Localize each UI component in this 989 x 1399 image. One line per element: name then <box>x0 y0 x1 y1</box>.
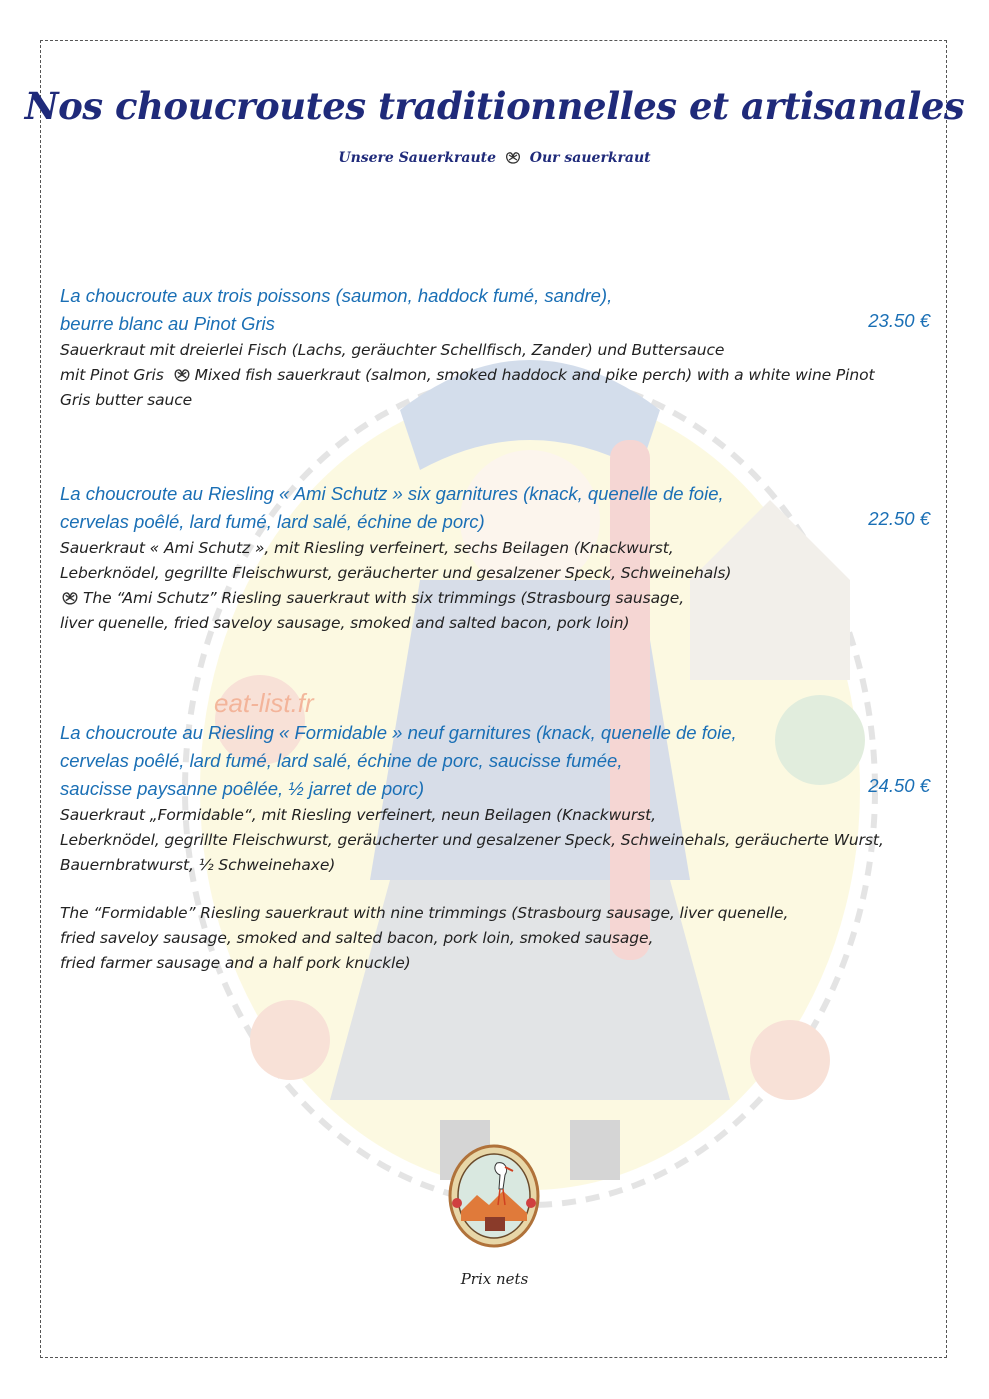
desc-line: liver quenelle, fried saveloy sausage, smoked and salted bacon, pork loin) <box>60 614 630 632</box>
desc-line: fried saveloy sausage, smoked and salted bacon, pork loin, smoked sausage, <box>60 929 654 947</box>
footer-note: Prix nets <box>460 1270 529 1288</box>
desc-line <box>60 363 930 388</box>
desc-line: Sauerkraut « Ami Schutz », mit Riesling verfeinert, sechs Beilagen (Knackwurst, <box>60 539 674 557</box>
desc-line: Leberknödel, gegrillte Fleischwurst, geräucherter und gesalzener Speck, Schweinehals, geräucherte Wurst, <box>60 831 884 849</box>
menu-item-formidable <box>60 719 930 976</box>
desc-line: Sauerkraut „Formidable“, mit Riesling verfeinert, neun Beilagen (Knackwurst, <box>60 806 656 824</box>
watermark: eat-list.fr <box>214 688 314 718</box>
desc-line: Leberknödel, gegrillte Fleischwurst, geräucherter und gesalzener Speck, Schweinehals) <box>60 564 732 582</box>
item-price: 23.50 € <box>868 310 930 331</box>
menu-item-ami-schutz <box>60 480 930 636</box>
desc-text: The “Ami Schutz” Riesling sauerkraut with six trimmings (Strasbourg sausage, <box>83 589 685 607</box>
pretzel-icon <box>60 591 80 606</box>
subtitle-english: Our sauerkraut <box>529 150 651 166</box>
item-name-line: beurre blanc au Pinot Gris <box>60 313 275 334</box>
desc-line: The “Formidable” Riesling sauerkraut with nine trimmings (Strasbourg sausage, liver quenelle, <box>60 904 789 922</box>
page-subtitle <box>0 150 989 166</box>
item-description <box>60 536 930 636</box>
page-title: Nos choucroutes traditionnelles et artisanales <box>24 84 965 128</box>
item-description <box>60 338 930 413</box>
desc-text: mit Pinot Gris <box>60 366 164 384</box>
item-name <box>60 282 930 338</box>
item-name-line: La choucroute aux trois poissons (saumon, haddock fumé, sandre), <box>60 285 613 306</box>
item-name-line: saucisse paysanne poêlée, ½ jarret de porc) <box>60 778 425 799</box>
menu-item-three-fish <box>60 282 930 413</box>
desc-line: fried farmer sausage and a half pork knuckle) <box>60 954 411 972</box>
item-name-line: La choucroute au Riesling « Formidable » neuf garnitures (knack, quenelle de foie, <box>60 722 737 743</box>
item-name <box>60 480 930 536</box>
item-name-line: cervelas poêlé, lard fumé, lard salé, échine de porc, saucisse fumée, <box>60 750 623 771</box>
desc-line <box>60 586 930 611</box>
item-name-line: La choucroute au Riesling « Ami Schutz » six garnitures (knack, quenelle de foie, <box>60 483 724 504</box>
stork-medallion <box>447 1143 541 1249</box>
item-name <box>60 719 930 803</box>
item-description <box>60 803 930 976</box>
pretzel-icon <box>504 151 522 165</box>
desc-line: Bauernbratwurst, ½ Schweinehaxe) <box>60 856 336 874</box>
desc-line: Gris butter sauce <box>60 391 193 409</box>
item-price: 22.50 € <box>868 508 930 529</box>
item-price: 24.50 € <box>868 775 930 796</box>
desc-text: Mixed fish sauerkraut (salmon, smoked haddock and pike perch) with a white wine Pinot <box>194 366 875 384</box>
subtitle-german: Unsere Sauerkraute <box>338 150 497 166</box>
pretzel-icon <box>172 368 192 383</box>
item-name-line: cervelas poêlé, lard fumé, lard salé, échine de porc) <box>60 511 485 532</box>
desc-line: Sauerkraut mit dreierlei Fisch (Lachs, geräuchter Schellfisch, Zander) und Buttersauce <box>60 341 725 359</box>
